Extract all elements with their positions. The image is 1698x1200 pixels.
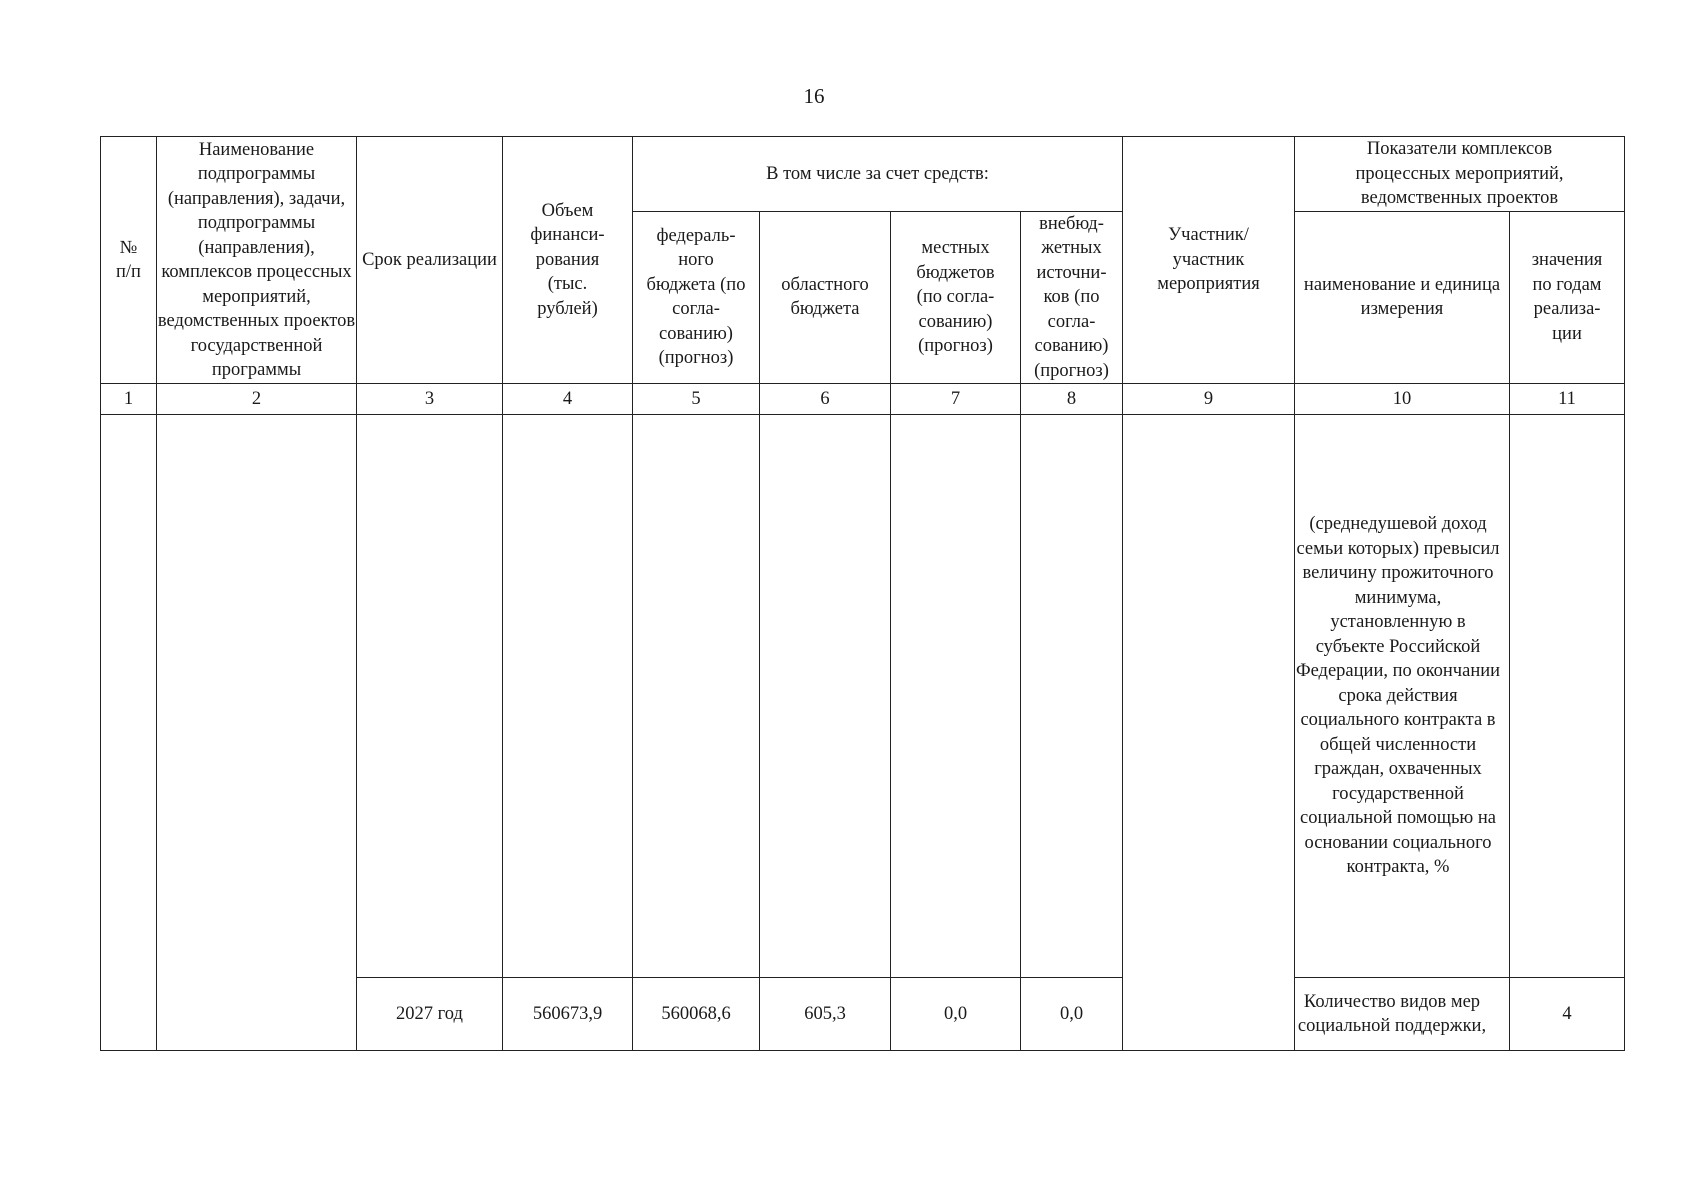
column-number-row <box>101 384 1625 415</box>
header-col-6: областного бюджета <box>760 211 891 384</box>
header-group-indicators: Показатели комплексов процессных мероприятий, ведомственных проектов <box>1295 137 1625 212</box>
column-number: 7 <box>891 384 1021 415</box>
column-number: 5 <box>633 384 760 415</box>
cell-federal-value: 560068,6 <box>633 978 760 1051</box>
header-col-8: внебюд-жетных источни-ков (по согла-сованию) (прогноз) <box>1021 211 1123 384</box>
cell-name <box>157 415 357 1051</box>
header-col-10: наименование и единица измерения <box>1295 211 1510 384</box>
cell-participant <box>1123 415 1295 1051</box>
cell-total-value: 560673,9 <box>503 978 633 1051</box>
column-number: 10 <box>1295 384 1510 415</box>
cell-num <box>101 415 157 1051</box>
column-number: 3 <box>357 384 503 415</box>
cell-period <box>357 415 503 978</box>
column-number: 6 <box>760 384 891 415</box>
column-number: 4 <box>503 384 633 415</box>
header-col-9: Участник/ участник мероприятия <box>1123 137 1295 384</box>
header-row-1 <box>101 137 1625 212</box>
cell-year: 2027 год <box>357 978 503 1051</box>
column-number: 11 <box>1510 384 1625 415</box>
cell-local <box>891 415 1021 978</box>
header-col-4: Объем финанси-рования (тыс. рублей) <box>503 137 633 384</box>
cell-indicator-number: 4 <box>1510 978 1625 1051</box>
header-col-11: значения по годам реализа-ции <box>1510 211 1625 384</box>
column-number: 9 <box>1123 384 1295 415</box>
cell-federal <box>633 415 760 978</box>
column-number: 1 <box>101 384 157 415</box>
financing-table <box>100 136 1625 1051</box>
cell-local-value: 0,0 <box>891 978 1021 1051</box>
cell-regional <box>760 415 891 978</box>
page-number: 16 <box>803 84 825 108</box>
header-col-5: федераль-ного бюджета (по согла-сованию) (прогноз) <box>633 211 760 384</box>
column-number: 8 <box>1021 384 1123 415</box>
header-col-2: Наименование подпрограммы (направления), задачи, подпрограммы (направления), комплексов процессных мероприятий, ведомственных проектов государственной программы <box>157 137 357 384</box>
header-col-1: № п/п <box>101 137 157 384</box>
cell-extra-value: 0,0 <box>1021 978 1123 1051</box>
cell-total <box>503 415 633 978</box>
cell-indicator-continued: (среднедушевой доход семьи которых) превысил величину прожиточного минимума, установленную в субъекте Российской Федерации, по окончании срока действия социального контракта в общей численности граждан, охваченных государственной социальной помощью на основании социального контракта, % <box>1295 415 1510 978</box>
cell-indicator-name: Количество видов мер социальной поддержки, <box>1295 978 1510 1051</box>
table-row <box>101 415 1625 978</box>
cell-indicator-value <box>1510 415 1625 978</box>
header-col-3: Срок реализации <box>357 137 503 384</box>
header-group-funds: В том числе за счет средств: <box>633 137 1123 212</box>
cell-regional-value: 605,3 <box>760 978 891 1051</box>
cell-extra <box>1021 415 1123 978</box>
column-number: 2 <box>157 384 357 415</box>
header-col-7: местных бюджетов (по согла-сованию) (прогноз) <box>891 211 1021 384</box>
